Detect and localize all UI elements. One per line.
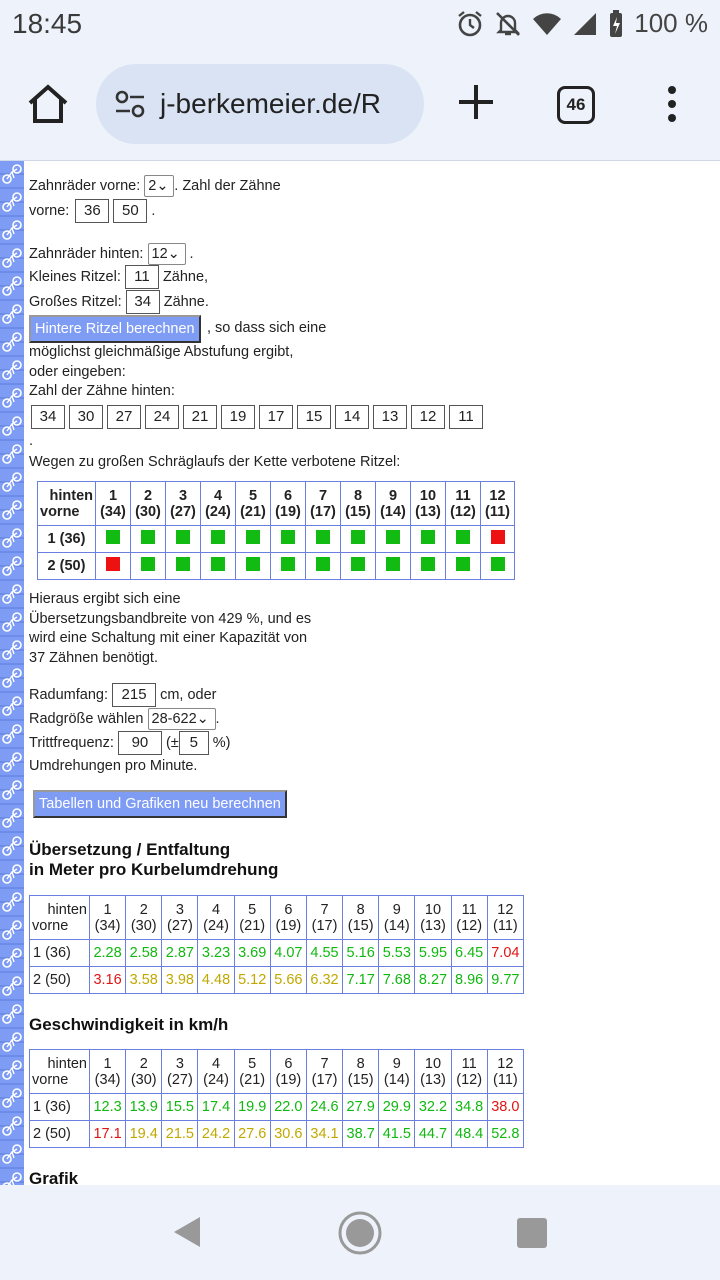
status-cell[interactable] <box>236 526 271 553</box>
front-count-select[interactable]: 2⌄ <box>144 175 174 197</box>
value-cell: 30.6 <box>270 1121 306 1148</box>
site-settings-icon[interactable] <box>114 89 146 119</box>
forbidden-sprockets-table <box>37 481 515 580</box>
status-square <box>141 530 155 544</box>
rear-teeth-input-8[interactable]: 15 <box>297 405 331 429</box>
bike-icon <box>2 1171 22 1185</box>
value-cell: 24.6 <box>306 1094 342 1121</box>
status-square <box>316 557 330 571</box>
column-header-cell: 6 (19) <box>270 1050 306 1094</box>
result-text-4: 37 Zähnen benötigt. <box>29 650 158 666</box>
status-cell[interactable] <box>271 526 306 553</box>
status-square <box>176 530 190 544</box>
bike-icon <box>2 1143 22 1165</box>
status-cell[interactable] <box>131 526 166 553</box>
value-cell: 13.9 <box>126 1094 162 1121</box>
bike-icon <box>2 163 22 185</box>
status-cell[interactable] <box>201 553 236 580</box>
bike-icon <box>2 751 22 773</box>
calc-text-1: , so dass sich eine <box>207 320 327 336</box>
value-cell: 8.96 <box>451 967 487 994</box>
rear-teeth-inputs <box>31 405 487 429</box>
value-cell: 48.4 <box>451 1121 487 1148</box>
result-text-3: wird eine Schaltung mit einer Kapazität von <box>29 630 308 646</box>
value-cell: 4.55 <box>306 940 342 967</box>
status-cell[interactable] <box>96 553 131 580</box>
recalculate-button[interactable]: Tabellen und Grafiken neu berechnen <box>33 790 287 818</box>
entfaltung-title-1: Übersetzung / Entfaltung <box>29 840 231 859</box>
recents-icon[interactable] <box>516 1217 548 1249</box>
status-square <box>211 557 225 571</box>
corner-header-cell: hinten vorne <box>38 482 96 526</box>
value-cell: 2.58 <box>126 940 162 967</box>
table-row <box>30 1094 524 1121</box>
value-cell: 38.0 <box>487 1094 523 1121</box>
status-square <box>106 530 120 544</box>
value-cell: 19.9 <box>234 1094 270 1121</box>
wheel-row: Radumfang: 215 cm, oder <box>29 683 216 707</box>
status-cell[interactable] <box>236 553 271 580</box>
column-header-cell: 5 (21) <box>234 896 270 940</box>
bike-icon <box>2 219 22 241</box>
wheel-size-select[interactable]: 28-622⌄ <box>148 708 216 730</box>
table-row <box>38 526 515 553</box>
status-cell[interactable] <box>376 526 411 553</box>
value-cell: 15.5 <box>162 1094 198 1121</box>
value-cell: 32.2 <box>415 1094 451 1121</box>
row-label-cell: 2 (50) <box>38 553 96 580</box>
bike-icon <box>2 835 22 857</box>
corner-header-cell: hinten vorne <box>30 1050 90 1094</box>
bike-decoration-strip <box>0 161 24 1185</box>
large-sprocket-row: Großes Ritzel: 34 Zähne. <box>29 290 209 314</box>
value-cell: 8.27 <box>415 967 451 994</box>
status-square <box>106 557 120 571</box>
rear-teeth-input-7[interactable]: 17 <box>259 405 293 429</box>
value-cell: 17.1 <box>90 1121 126 1148</box>
column-header-cell: 1 (34) <box>90 896 126 940</box>
bike-icon <box>2 975 22 997</box>
bike-icon <box>2 639 22 661</box>
status-icons <box>456 8 708 39</box>
value-cell: 52.8 <box>487 1121 523 1148</box>
table-header-row <box>38 482 515 526</box>
column-header-cell: 11 (12) <box>451 896 487 940</box>
rear-teeth-input-4[interactable]: 24 <box>145 405 179 429</box>
column-header-cell: 10 (13) <box>415 1050 451 1094</box>
bike-icon <box>2 1115 22 1137</box>
value-cell: 27.6 <box>234 1121 270 1148</box>
value-cell: 3.16 <box>90 967 126 994</box>
value-cell: 2.28 <box>90 940 126 967</box>
bike-icon <box>2 247 22 269</box>
column-header-cell: 7 (17) <box>306 1050 342 1094</box>
value-cell: 6.45 <box>451 940 487 967</box>
table-row <box>30 967 524 994</box>
status-cell[interactable] <box>341 553 376 580</box>
column-header-cell: 12 (11) <box>487 1050 523 1094</box>
rear-teeth-input-3[interactable]: 27 <box>107 405 141 429</box>
bike-icon <box>2 807 22 829</box>
value-cell: 24.2 <box>198 1121 234 1148</box>
column-header-cell: 4 (24) <box>198 1050 234 1094</box>
bike-icon <box>2 723 22 745</box>
column-header-cell: 11 (12) <box>446 482 481 526</box>
status-square <box>176 557 190 571</box>
column-header-cell: 8 (15) <box>343 1050 379 1094</box>
column-header-cell: 9 (14) <box>376 482 411 526</box>
value-cell: 19.4 <box>126 1121 162 1148</box>
bike-icon <box>2 555 22 577</box>
status-square <box>386 557 400 571</box>
corner-header-cell: hinten vorne <box>30 896 90 940</box>
status-square <box>351 557 365 571</box>
bike-icon <box>2 303 22 325</box>
table-header-row <box>30 896 524 940</box>
bike-icon <box>2 471 22 493</box>
home-circle-icon[interactable] <box>337 1210 383 1256</box>
result-text-1: Hieraus ergibt sich eine <box>29 591 181 607</box>
status-square <box>141 557 155 571</box>
status-cell[interactable] <box>166 553 201 580</box>
column-header-cell: 3 (27) <box>162 1050 198 1094</box>
bike-icon <box>2 611 22 633</box>
new-tab-icon[interactable] <box>456 82 496 122</box>
rear-teeth-input-12[interactable]: 11 <box>449 405 483 429</box>
rear-teeth-input-9[interactable]: 14 <box>335 405 369 429</box>
value-cell: 38.7 <box>343 1121 379 1148</box>
status-square <box>421 530 435 544</box>
table-row <box>30 1121 524 1148</box>
bike-icon <box>2 527 22 549</box>
front-teeth-row: vorne: 36 50 . <box>29 199 155 223</box>
column-header-cell: 11 (12) <box>451 1050 487 1094</box>
bike-icon <box>2 779 22 801</box>
column-header-cell: 3 (27) <box>166 482 201 526</box>
bike-icon <box>2 1031 22 1053</box>
column-header-cell: 12 (11) <box>487 896 523 940</box>
value-cell: 22.0 <box>270 1094 306 1121</box>
row-label-cell: 1 (36) <box>38 526 96 553</box>
value-cell: 3.23 <box>198 940 234 967</box>
result-text-2: Übersetzungsbandbreite von 429 %, und es <box>29 611 312 627</box>
rear-count-select[interactable]: 12⌄ <box>148 243 186 265</box>
status-square <box>246 530 260 544</box>
column-header-cell: 2 (30) <box>126 896 162 940</box>
value-cell: 4.07 <box>270 940 306 967</box>
status-cell[interactable] <box>411 526 446 553</box>
bike-icon <box>2 415 22 437</box>
value-cell: 5.16 <box>343 940 379 967</box>
status-square <box>456 557 470 571</box>
column-header-cell: 8 (15) <box>343 896 379 940</box>
status-cell[interactable] <box>446 526 481 553</box>
rear-teeth-input-2[interactable]: 30 <box>69 405 103 429</box>
rear-teeth-input-5[interactable]: 21 <box>183 405 217 429</box>
status-cell[interactable] <box>306 526 341 553</box>
tab-switcher-button[interactable]: 46 <box>557 86 595 124</box>
calc-text-3: oder eingeben: <box>29 364 126 380</box>
bike-icon <box>2 499 22 521</box>
value-cell: 6.32 <box>306 967 342 994</box>
bike-icon <box>2 667 22 689</box>
value-cell: 34.1 <box>306 1121 342 1148</box>
alarm-icon <box>456 10 484 38</box>
column-header-cell: 10 (13) <box>415 896 451 940</box>
column-header-cell: 1 (34) <box>96 482 131 526</box>
value-cell: 7.68 <box>379 967 415 994</box>
bike-icon <box>2 331 22 353</box>
table-header-row <box>30 1050 524 1094</box>
row-label-cell: 2 (50) <box>30 967 90 994</box>
status-square <box>491 530 505 544</box>
value-cell: 29.9 <box>379 1094 415 1121</box>
speed-table <box>29 1049 524 1148</box>
row-label-cell: 2 (50) <box>30 1121 90 1148</box>
web-content <box>0 160 720 1185</box>
battery-percent: 100 % <box>634 8 708 38</box>
bike-icon <box>2 863 22 885</box>
value-cell: 7.17 <box>343 967 379 994</box>
column-header-cell: 10 (13) <box>411 482 446 526</box>
wheel-size-row: Radgröße wählen 28-622⌄ . <box>29 708 220 730</box>
column-header-cell: 1 (34) <box>90 1050 126 1094</box>
more-menu-icon[interactable] <box>664 84 680 124</box>
status-cell[interactable] <box>481 526 515 553</box>
column-header-cell: 9 (14) <box>379 896 415 940</box>
status-cell[interactable] <box>446 553 481 580</box>
front-gears-row: Zahnräder vorne: 2⌄ . Zahl der Zähne <box>29 175 281 197</box>
status-square <box>246 557 260 571</box>
value-cell: 2.87 <box>162 940 198 967</box>
status-square <box>351 530 365 544</box>
status-cell[interactable] <box>131 553 166 580</box>
address-bar[interactable] <box>96 64 424 144</box>
value-cell: 4.48 <box>198 967 234 994</box>
status-cell[interactable] <box>271 553 306 580</box>
value-cell: 41.5 <box>379 1121 415 1148</box>
calc-rear-sprockets-button[interactable]: Hintere Ritzel berechnen <box>29 315 201 343</box>
bike-icon <box>2 695 22 717</box>
signal-icon <box>572 11 598 37</box>
status-square <box>281 557 295 571</box>
bike-icon <box>2 1087 22 1109</box>
value-cell: 7.04 <box>487 940 523 967</box>
status-cell[interactable] <box>341 526 376 553</box>
entfaltung-title-2: in Meter pro Kurbelumdrehung <box>29 860 279 879</box>
status-time: 18:45 <box>12 8 83 39</box>
status-cell[interactable] <box>481 553 515 580</box>
small-sprocket-input[interactable]: 11 <box>125 265 159 289</box>
row-label-cell: 1 (36) <box>30 940 90 967</box>
column-header-cell: 6 (19) <box>270 896 306 940</box>
bike-icon <box>2 891 22 913</box>
value-cell: 27.9 <box>343 1094 379 1121</box>
value-cell: 12.3 <box>90 1094 126 1121</box>
value-cell: 17.4 <box>198 1094 234 1121</box>
bike-icon <box>2 275 22 297</box>
status-square <box>491 557 505 571</box>
value-cell: 5.53 <box>379 940 415 967</box>
grafik-title: Grafik <box>29 1169 79 1185</box>
cadence-input[interactable]: 90 <box>118 731 162 755</box>
column-header-cell: 4 (24) <box>201 482 236 526</box>
bike-icon <box>2 919 22 941</box>
status-square <box>456 530 470 544</box>
status-cell[interactable] <box>376 553 411 580</box>
calc-text-2: möglichst gleichmäßige Abstufung ergibt, <box>29 344 294 360</box>
rear-teeth-label: Zahl der Zähne hinten: <box>29 383 175 399</box>
url-text: j-berkemeier.de/R <box>160 88 381 119</box>
status-square <box>386 530 400 544</box>
status-cell[interactable] <box>411 553 446 580</box>
value-cell: 3.69 <box>234 940 270 967</box>
bike-icon <box>2 359 22 381</box>
cadence-tolerance-input[interactable]: 5 <box>179 731 209 755</box>
status-bar <box>0 0 720 52</box>
rear-teeth-input-11[interactable]: 12 <box>411 405 445 429</box>
wheel-circumference-input[interactable]: 215 <box>112 683 156 707</box>
home-icon[interactable] <box>26 82 70 126</box>
browser-toolbar <box>0 52 720 160</box>
forbidden-label: Wegen zu großen Schräglaufs der Kette verbotene Ritzel: <box>29 454 401 470</box>
entfaltung-table <box>29 895 524 994</box>
column-header-cell: 3 (27) <box>162 896 198 940</box>
value-cell: 3.98 <box>162 967 198 994</box>
column-header-cell: 2 (30) <box>126 1050 162 1094</box>
rear-teeth-input-1[interactable]: 34 <box>31 405 65 429</box>
bike-icon <box>2 583 22 605</box>
status-square <box>211 530 225 544</box>
column-header-cell: 9 (14) <box>379 1050 415 1094</box>
front-teeth-input-1[interactable]: 36 <box>75 199 109 223</box>
back-icon[interactable] <box>172 1215 202 1249</box>
value-cell: 5.95 <box>415 940 451 967</box>
value-cell: 5.12 <box>234 967 270 994</box>
column-header-cell: 12 (11) <box>481 482 515 526</box>
status-square <box>281 530 295 544</box>
front-teeth-input-2[interactable]: 50 <box>113 199 147 223</box>
small-sprocket-row: Kleines Ritzel: 11 Zähne, <box>29 265 208 289</box>
bike-icon <box>2 947 22 969</box>
column-header-cell: 6 (19) <box>271 482 306 526</box>
status-cell[interactable] <box>96 526 131 553</box>
column-header-cell: 8 (15) <box>341 482 376 526</box>
status-square <box>421 557 435 571</box>
cadence-row: Trittfrequenz: 90 (± 5 %) <box>29 731 231 755</box>
status-square <box>316 530 330 544</box>
status-cell[interactable] <box>201 526 236 553</box>
column-header-cell: 7 (17) <box>306 482 341 526</box>
bike-icon <box>2 1059 22 1081</box>
rear-teeth-input-6[interactable]: 19 <box>221 405 255 429</box>
table-row <box>38 553 515 580</box>
value-cell: 21.5 <box>162 1121 198 1148</box>
bike-icon <box>2 443 22 465</box>
rpm-label: Umdrehungen pro Minute. <box>29 758 198 774</box>
value-cell: 3.58 <box>126 967 162 994</box>
large-sprocket-input[interactable]: 34 <box>126 290 160 314</box>
speed-title: Geschwindigkeit in km/h <box>29 1015 229 1034</box>
bike-icon <box>2 191 22 213</box>
value-cell: 44.7 <box>415 1121 451 1148</box>
system-nav-bar <box>0 1185 720 1280</box>
rear-teeth-input-10[interactable]: 13 <box>373 405 407 429</box>
mute-icon <box>494 10 522 38</box>
column-header-cell: 5 (21) <box>236 482 271 526</box>
status-cell[interactable] <box>166 526 201 553</box>
value-cell: 34.8 <box>451 1094 487 1121</box>
column-header-cell: 5 (21) <box>234 1050 270 1094</box>
battery-icon <box>608 10 624 38</box>
table-row <box>30 940 524 967</box>
rear-gears-row: Zahnräder hinten: 12⌄ . <box>29 243 194 265</box>
wifi-icon <box>532 11 562 37</box>
column-header-cell: 7 (17) <box>306 896 342 940</box>
column-header-cell: 4 (24) <box>198 896 234 940</box>
status-cell[interactable] <box>306 553 341 580</box>
value-cell: 9.77 <box>487 967 523 994</box>
period: . <box>29 433 34 449</box>
value-cell: 5.66 <box>270 967 306 994</box>
bike-icon <box>2 1003 22 1025</box>
bike-icon <box>2 387 22 409</box>
row-label-cell: 1 (36) <box>30 1094 90 1121</box>
column-header-cell: 2 (30) <box>131 482 166 526</box>
